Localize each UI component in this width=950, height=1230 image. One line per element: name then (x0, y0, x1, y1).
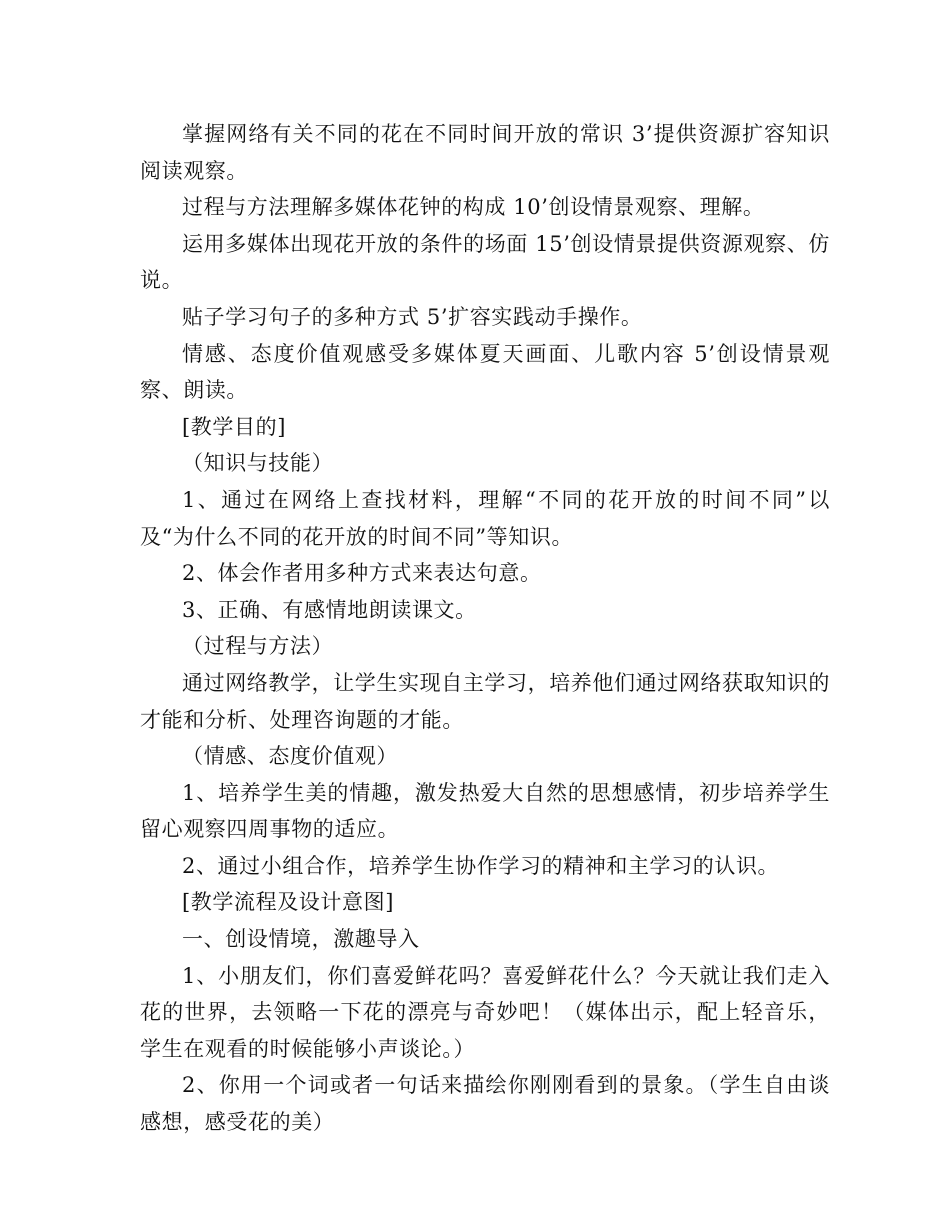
paragraph-3: 运用多媒体出现花开放的条件的场面 15’创设情景提供资源观察、仿说。 (140, 231, 830, 293)
paragraph-9: 2、体会作者用多种方式来表达句意。 (182, 561, 542, 586)
paragraph-1: 掌握网络有关不同的花在不同时间开放的常识 3’提供资源扩容知识阅读观察。 (140, 122, 830, 183)
paragraph-14: 1、培养学生美的情趣，激发热爱大自然的思想感情，初步培养学生留心观察四周事物的适应。 (140, 780, 830, 842)
paragraph-18: 1、小朋友们，你们喜爱鲜花吗？喜爱鲜花什么？今天就让我们走入花的世界，去领略一下花的漂亮与奇妙吧！（媒体出示，配上轻音乐，学生在观看的时候能够小声谈论。） (140, 963, 830, 1061)
subheading-process-method: （过程与方法） (182, 634, 334, 659)
paragraph-4: 贴子学习句子的多种方式 5’扩容实践动手操作。 (182, 304, 643, 329)
subheading-step-one: 一、创设情境，激趣导入 (182, 927, 420, 952)
subheading-emotion-values: （情感、态度价值观） (182, 744, 398, 769)
paragraph-12: 通过网络教学，让学生实现自主学习，培养他们通过网络获取知识的才能和分析、处理咨询题的才能。 (140, 670, 830, 732)
paragraph-5: 情感、态度价值观感受多媒体夏天画面、儿歌内容 5’创设情景观察、朗读。 (140, 341, 830, 403)
paragraph-2: 过程与方法理解多媒体花钟的构成 10’创设情景观察、理解。 (182, 195, 765, 220)
section-heading-teaching-flow: [教学流程及设计意图] (182, 890, 394, 915)
subheading-knowledge-skills: （知识与技能） (182, 451, 334, 476)
paragraph-15: 2、通过小组合作，培养学生协作学习的精神和主学习的认识。 (182, 853, 780, 878)
section-heading-teaching-goals: [教学目的] (182, 414, 286, 439)
paragraph-19: 2、你用一个词或者一句话来描绘你刚刚看到的景象。（学生自由谈感想，感受花的美） (140, 1073, 830, 1135)
paragraph-8: 1、通过在网络上查找材料，理解“不同的花开放的时间不同”以及“为什么不同的花开放的时间不同”等知识。 (140, 487, 830, 549)
paragraph-10: 3、正确、有感情地朗读课文。 (182, 597, 477, 622)
